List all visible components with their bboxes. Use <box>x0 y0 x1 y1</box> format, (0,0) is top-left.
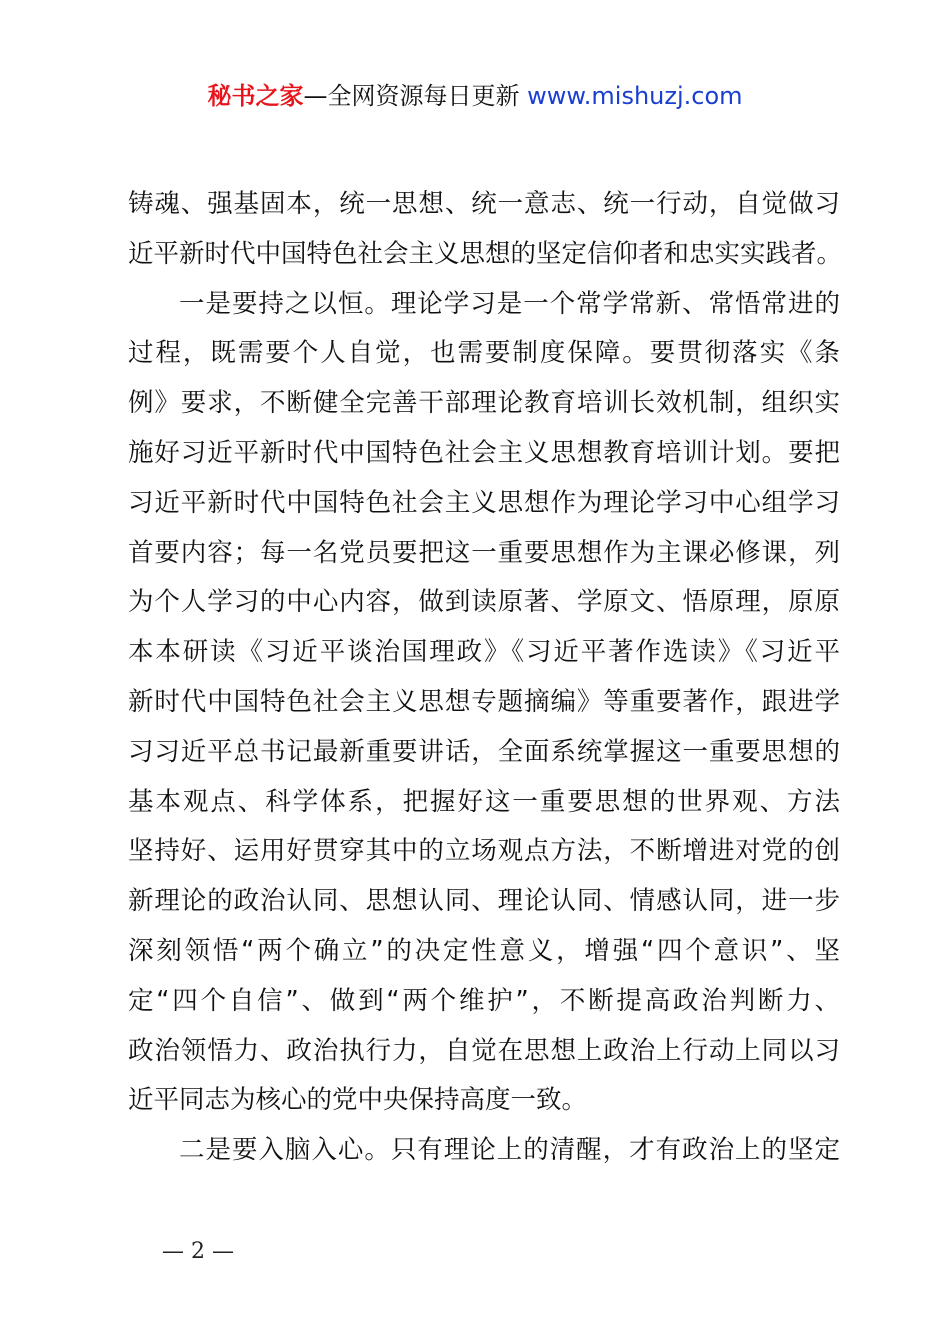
document-body <box>128 180 843 1176</box>
site-url-link[interactable]: www.mishuzj.com <box>527 82 743 110</box>
paragraph-1-line-9: 新时代中国特色社会主义思想专题摘编》等重要著作，跟进学 <box>128 686 840 717</box>
paragraph-1-line-17: 近平同志为核心的党中央保持高度一致。 <box>128 1085 588 1116</box>
paragraph-1-line-8: 本本研读《习近平谈治国理政》《习近平著作选读》《习近平 <box>128 637 840 668</box>
paragraph-1-line-2: 过程，既需要个人自觉，也需要制度保障。要贯彻落实《条 <box>128 338 840 369</box>
paragraph-1-line-16: 政治领悟力、政治执行力，自觉在思想上政治上行动上同以习 <box>128 1035 840 1066</box>
paragraph-2-line-1: 二是要入脑入心。只有理论上的清醒，才有政治上的坚定 <box>179 1135 840 1166</box>
text-line-2: 近平新时代中国特色社会主义思想的坚定信仰者和忠实实践者。 <box>128 238 843 269</box>
page-number: — 2 — <box>162 1239 234 1264</box>
site-tagline: —全网资源每日更新 <box>303 82 520 110</box>
paragraph-1-line-6: 首要内容；每一名党员要把这一重要思想作为主课必修课，列 <box>128 537 840 568</box>
site-brand: 秘书之家 <box>207 82 304 110</box>
paragraph-1-line-3: 例》要求，不断健全完善干部理论教育培训长效机制，组织实 <box>128 388 840 419</box>
paragraph-1-line-12: 坚持好、运用好贯穿其中的立场观点方法，不断增进对党的创 <box>128 836 840 867</box>
site-header <box>0 78 950 114</box>
paragraph-1-line-7: 为个人学习的中心内容，做到读原著、学原文、悟原理，原原 <box>128 587 840 618</box>
paragraph-1-line-13: 新理论的政治认同、思想认同、理论认同、情感认同，进一步 <box>128 886 840 917</box>
paragraph-1-line-1: 一是要持之以恒。理论学习是一个常学常新、常悟常进的 <box>179 288 840 319</box>
paragraph-1-line-11: 基本观点、科学体系，把握好这一重要思想的世界观、方法 <box>128 786 840 817</box>
paragraph-1-line-14: 深刻领悟“两个确立”的决定性意义，增强“四个意识”、坚 <box>128 935 840 966</box>
text-line-1: 铸魂、强基固本，统一思想、统一意志、统一行动，自觉做习 <box>128 189 840 219</box>
paragraph-1-line-15: 定“四个自信”、做到“两个维护”，不断提高政治判断力、 <box>128 985 840 1016</box>
paragraph-1-line-4: 施好习近平新时代中国特色社会主义思想教育培训计划。要把 <box>128 437 840 468</box>
paragraph-1-line-5: 习近平新时代中国特色社会主义思想作为理论学习中心组学习 <box>128 487 840 518</box>
paragraph-1-line-10: 习习近平总书记最新重要讲话，全面系统掌握这一重要思想的 <box>128 736 840 767</box>
